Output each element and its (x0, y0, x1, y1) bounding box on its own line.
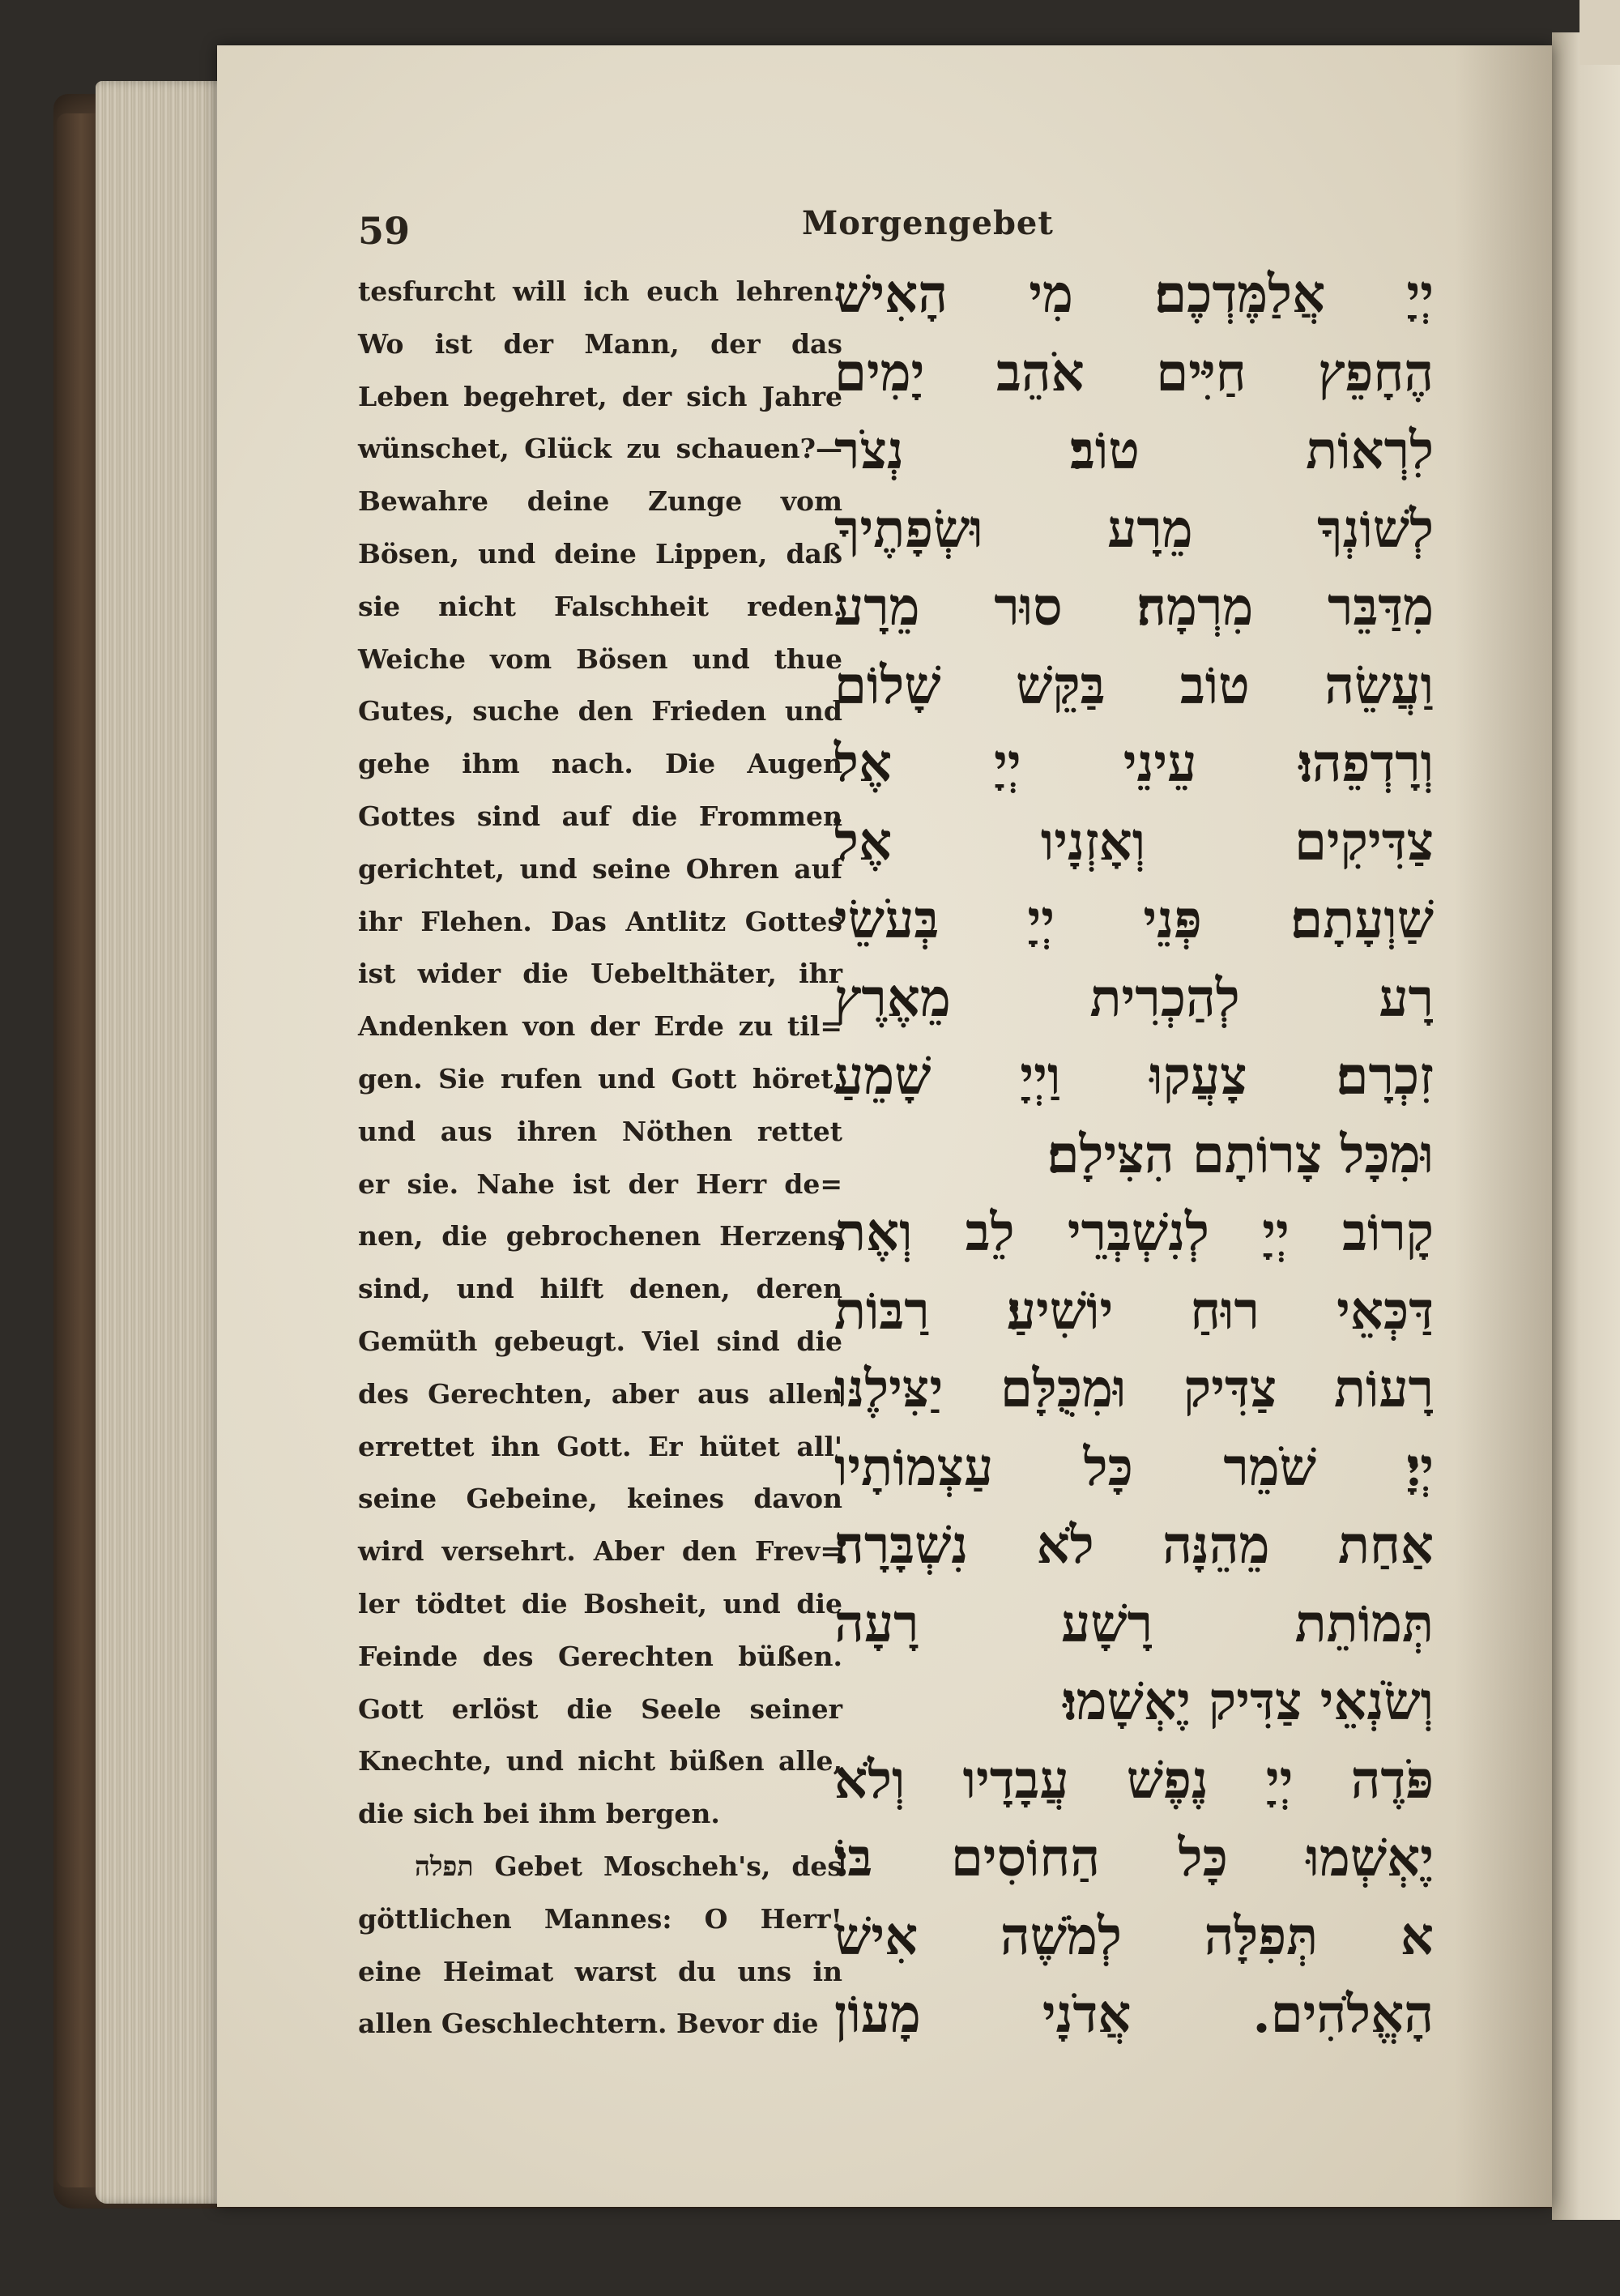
german-line: ihr Flehen. Das Antlitz Gottes (358, 905, 842, 937)
german-line: nen, die gebrochenen Herzens (358, 1220, 842, 1253)
german-line: Gott erlöst die Seele seiner (358, 1692, 842, 1725)
german-line: göttlichen Mannes: O Herr! (358, 1902, 842, 1935)
german-line: des Gerechten, aber aus allen (358, 1377, 842, 1410)
hebrew-line: וּמִכָּל צָרוֹתָם הִצִּילָם׃ (1047, 1124, 1434, 1185)
german-line: Leben begehret, der sich Jahre (358, 380, 842, 412)
hebrew-line: הֶחָפֵץ חַיִּים אֹהֵב יָמִים (834, 342, 1434, 403)
hebrew-line: רָע לְהַכְרִית מֵאֶרֶץ (834, 967, 1434, 1029)
running-head: Morgengebet (802, 204, 1054, 242)
hebrew-line: הָאֱלֹהִים. אֲדֹנָי מָעוֹן (834, 1984, 1434, 2045)
german-line: Feinde des Gerechten büßen. (358, 1640, 842, 1672)
facing-page-corner (1580, 0, 1620, 65)
hebrew-line: זִכְרָם׃ צָעֲקוּ וַיְיָ שָׁמֵעַ (834, 1046, 1434, 1107)
hebrew-line: וַעֲשֵׂה טוֹב בַּקֵּשׁ שָׁלוֹם (834, 655, 1434, 716)
german-line: gerichtet, und seine Ohren auf (358, 852, 842, 885)
hebrew-line: שַׁוְעָתָם׃ פְּנֵי יְיָ בְּעֹשֵׂי (834, 890, 1434, 950)
hebrew-line: דַּכְּאֵי רוּחַ יוֹשִׁיעַ׃ רַבּוֹת (834, 1280, 1434, 1342)
german-line: eine Heimat warst du uns in (358, 1955, 842, 1987)
german-line: und aus ihren Nöthen rettet (358, 1115, 842, 1147)
hebrew-text-column (834, 256, 1434, 2055)
german-line: er sie. Nahe ist der Herr de= (358, 1167, 842, 1200)
german-line: wünschet, Glück zu schauen?— (358, 433, 842, 465)
german-line: allen Geschlechtern. Bevor die (358, 2008, 819, 2040)
hebrew-line: תְּמוֹתֵת רָשָׁע רָעָה (834, 1593, 1434, 1654)
hebrew-line: יֶאְשְׁמוּ כָּל הַחוֹסִים בּוֹ׃ (834, 1828, 1434, 1888)
german-line: tesfurcht will ich euch lehren. (358, 275, 842, 307)
german-line: ler tödtet die Bosheit, und die (358, 1587, 842, 1620)
german-line: gehe ihm nach. Die Augen (358, 748, 842, 780)
german-line: Bösen, und deine Lippen, daß (358, 537, 842, 570)
facing-page-edge (1552, 32, 1620, 2220)
hebrew-line: וְרָדְפֵהוּ׃ עֵינֵי יְיָ אֶל (834, 733, 1434, 794)
german-line: wird versehrt. Aber den Frev= (358, 1535, 842, 1568)
hebrew-line: א תְּפִלָּה לְמֹשֶׁה אִישׁ (834, 1906, 1434, 1967)
page-gutter-shadow (1455, 45, 1552, 2207)
german-line: Gottes sind auf die Frommen (358, 800, 842, 832)
hebrew-line: אַחַת מֵהֵנָּה לֹא נִשְׁבָּרָה׃ (834, 1515, 1434, 1576)
hebrew-line: רָעוֹת צַדִּיק וּמִכֻּלָּם יַצִּילֶנּוּ (834, 1359, 1434, 1419)
german-line: Andenken von der Erde zu til= (358, 1010, 842, 1043)
german-line: Gutes, suche den Frieden und (358, 695, 842, 728)
german-line: Wo ist der Mann, der das (358, 327, 842, 360)
german-line: errettet ihn Gott. Er hütet all' (358, 1430, 842, 1462)
german-line: Weiche vom Bösen und thue (358, 642, 842, 675)
hebrew-line: לְשׁוֹנְךָ מֵרָע וּשְׂפָתֶיךָ (834, 498, 1434, 560)
hebrew-line: יְיָ אֲלַמֶּדְכֶם׃ מִי הָאִישׁ (834, 264, 1434, 325)
page-number: 59 (358, 209, 411, 253)
german-line: sie nicht Falschheit reden. (358, 590, 842, 622)
german-line: Knechte, und nicht büßen alle, (358, 1745, 842, 1777)
german-line: seine Gebeine, keines davon (358, 1483, 842, 1515)
hebrew-line: לִרְאוֹת טוֹב׃ נְצֹר (834, 420, 1434, 481)
german-line: Bewahre deine Zunge vom (358, 485, 842, 518)
hebrew-line: מִדַּבֵּר מִרְמָה׃ סוּר מֵרָע (834, 577, 1434, 638)
hebrew-line: קָרוֹב יְיָ לְנִשְׁבְּרֵי לֵב וְאֶת (834, 1202, 1434, 1263)
german-translation-column (358, 266, 842, 2051)
hebrew-line: פֹּדֶה יְיָ נֶפֶשׁ עֲבָדָיו וְלֹא (834, 1749, 1434, 1811)
hebrew-line: יְיָ׃ שֹׁמֵר כָּל עַצְמוֹתָיו (834, 1436, 1434, 1498)
german-line: gen. Sie rufen und Gott höret, (358, 1062, 842, 1095)
german-line: תפלה Gebet Moscheh's, des (415, 1850, 842, 1882)
hebrew-line: וְשֹׂנְאֵי צַדִּיק יֶאְשָׁמוּ׃ (1063, 1671, 1434, 1732)
german-line: ist wider die Uebelthäter, ihr (358, 958, 842, 990)
hebrew-line: צַדִּיקִים וְאָזְנָיו אֶל (834, 811, 1434, 873)
german-line: Gemüth gebeugt. Viel sind die (358, 1325, 842, 1357)
german-line: die sich bei ihm bergen. (358, 1798, 720, 1830)
german-line: sind, und hilft denen, deren (358, 1273, 842, 1305)
